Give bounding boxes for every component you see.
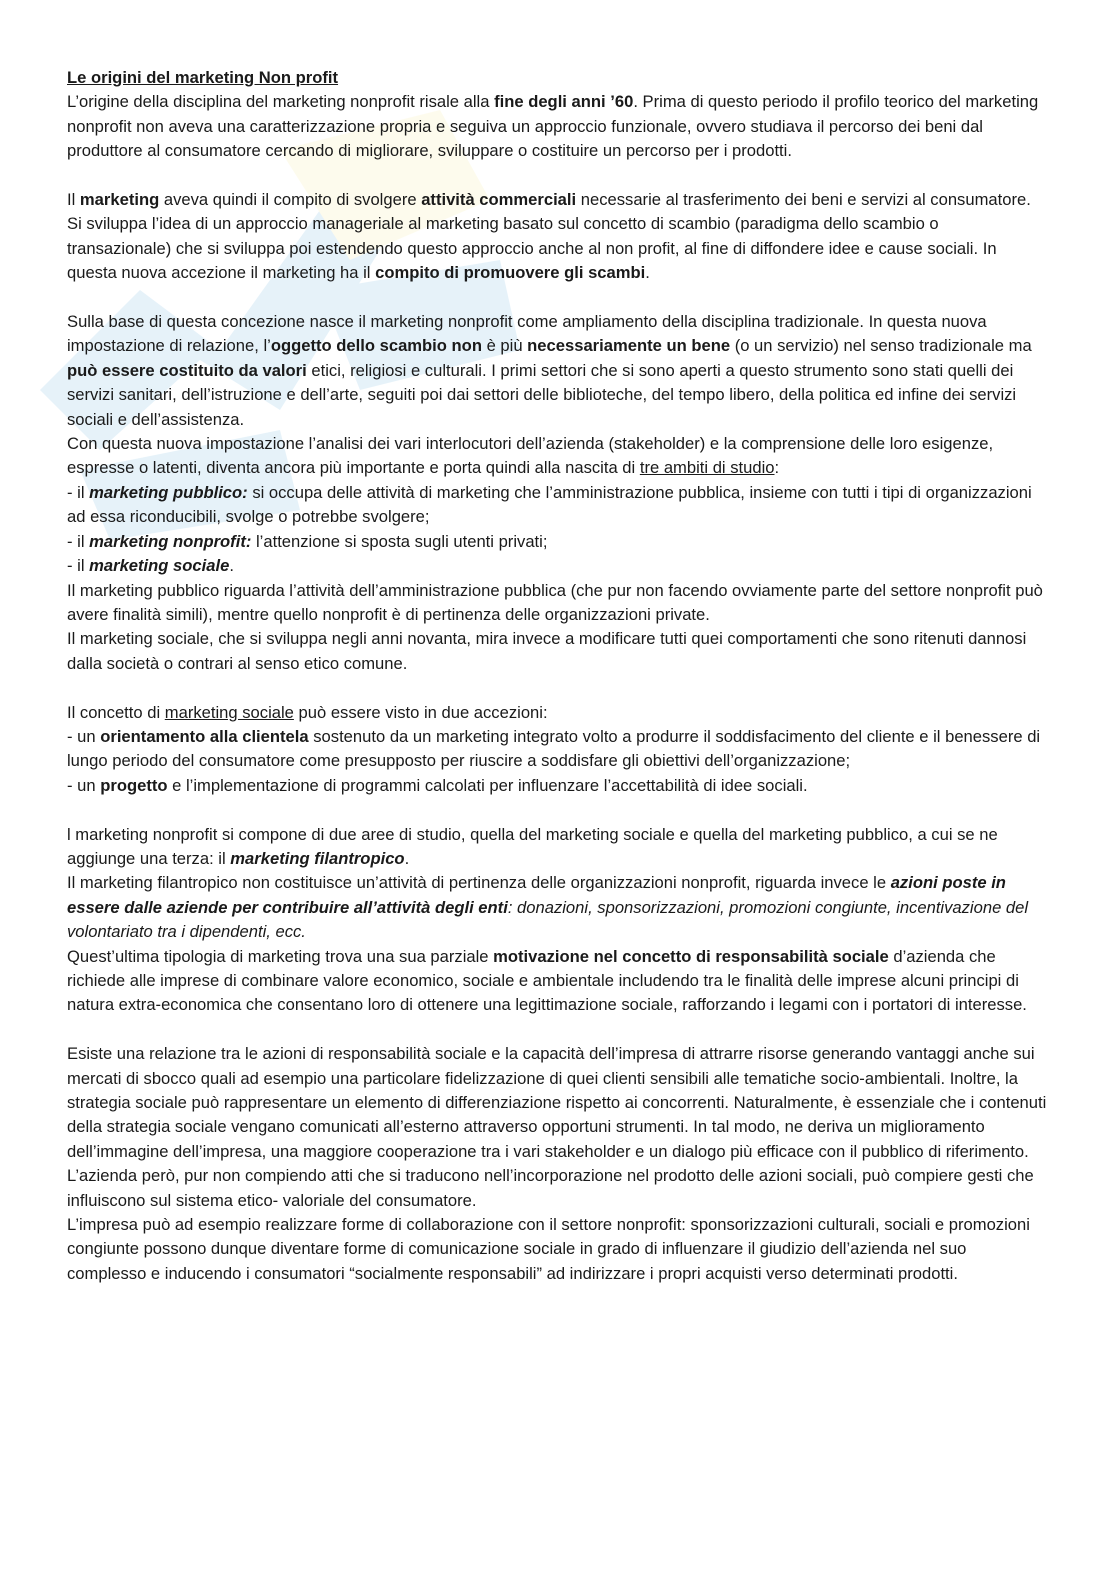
list-term: marketing pubblico: — [89, 482, 248, 502]
text-span: . — [404, 848, 410, 868]
paragraph-gap — [67, 164, 1047, 188]
document-body — [67, 66, 1047, 1286]
paragraph-gap — [67, 1018, 1047, 1042]
list-text: si occupa delle attività di marketing che l’amministrazione pubblica, insieme con tutti i tipi di organizzazioni ad essa riconducibili, svolge o potrebbe svolgere; — [67, 482, 1032, 527]
paragraph-gap — [67, 286, 1047, 310]
paragraph-study-areas — [67, 823, 1047, 872]
bold-span: può essere costituito da valori — [67, 360, 307, 380]
underlined-span: marketing sociale — [164, 702, 294, 722]
paragraph-philanthropic — [67, 871, 1047, 944]
bold-span: motivazione nel concetto di responsabilità sociale — [493, 946, 889, 966]
text-span: L’origine della disciplina del marketing nonprofit risale alla — [67, 92, 495, 112]
paragraph-social-marketing: Il marketing sociale, che si sviluppa negli anni novanta, mira invece a modificare tutti quei comportamenti che sono ritenuti dannosi dalla società o contrari al senso etico comune. — [67, 629, 1027, 673]
text-span: Il — [67, 190, 80, 210]
bold-span: compito di promuovere gli scambi — [375, 263, 646, 283]
text-span: l marketing nonprofit si compone di due aree di studio, quella del marketing sociale e quella del marketing pubblico, a cui se ne aggiunge una terza: il — [67, 824, 998, 868]
list-item — [67, 774, 1047, 798]
document-title: Le origini del marketing Non profit — [67, 68, 339, 87]
bold-span: necessariamente un bene — [527, 336, 731, 356]
text-span: Il marketing filantropico non costituisce un’attività di pertinenza delle organizzazioni nonprofit, riguarda invece le — [67, 873, 891, 893]
text-span: necessarie al trasferimento dei beni e servizi al consumatore. Si sviluppa l’idea di un approccio manageriale al marketing basato sul concetto di scambio (paradigma dello scambio o transazionale) che si sviluppa poi estendendo questo approccio anche al non profit, al fine di diffondere idee e cause sociali. In questa nuova accezione il marketing ha il — [67, 190, 1031, 283]
italic-span: : donazioni, sponsorizzazioni, promozioni congiunte, incentivazione del volontariato tra i dipendenti, ecc. — [67, 897, 1029, 942]
paragraph-gap — [67, 676, 1047, 700]
text-span: etici, religiosi e culturali. I primi settori che si sono aperti a questo strumento sono stati quelli dei servizi sanitari, dell’istruzione e dell’arte, seguiti poi dai settori delle biblioteche, del tempo libero, della politica ed infine dei servizi sociali e dell’assistenza. — [67, 360, 1017, 429]
list-item — [67, 554, 1047, 578]
list-term: orientamento alla clientela — [100, 726, 309, 746]
list-prefix: - il — [67, 556, 90, 576]
text-span: Con questa nuova impostazione l’analisi dei vari interlocutori dell’azienda (stakeholder) e la comprensione delle loro esigenze, espresse o latenti, diventa ancora più importante e porta quindi alla nascita di — [67, 434, 994, 478]
paragraph-stakeholders — [67, 432, 1047, 481]
list-prefix: - un — [67, 726, 101, 746]
text-span: aveva quindi il compito di svolgere — [159, 190, 422, 210]
list-prefix: - il — [67, 482, 90, 502]
list-prefix: - un — [67, 775, 101, 795]
paragraph-origins — [67, 90, 1047, 163]
list-text: e l’implementazione di programmi calcolati per influenzare l’accettabilità di idee sociali. — [167, 775, 808, 795]
list-text: . — [229, 556, 234, 576]
text-span: può essere visto in due accezioni: — [293, 702, 548, 722]
paragraph-marketing-role — [67, 188, 1047, 286]
text-span: d’azienda che richiede alle imprese di combinare valore economico, sociale e ambientale includendo tra le finalità delle imprese alcuni principi di natura extra-economica che consentano loro di ottenere una legittimazione sociale, rafforzando i legami con i portatori di interesse. — [67, 946, 1027, 1015]
text-span: . — [645, 263, 650, 283]
text-span: (o un servizio) nel senso tradizionale ma — [730, 336, 1032, 356]
text-span: : — [774, 458, 780, 478]
list-text: l’attenzione si sposta sugli utenti privati; — [251, 531, 548, 551]
bold-italic-span: marketing filantropico — [230, 848, 405, 868]
paragraph-responsibility — [67, 945, 1047, 1018]
list-term: marketing sociale — [89, 556, 230, 576]
list-prefix: - il — [67, 531, 90, 551]
list-term: progetto — [100, 775, 168, 795]
bold-italic-span: azioni poste in essere dalle aziende per contribuire all’attività degli enti — [67, 873, 1006, 917]
paragraph-nonprofit-birth — [67, 310, 1047, 432]
text-span: . Prima di questo periodo il profilo teorico del marketing nonprofit non aveva una caratterizzazione propria e seguiva un approccio funzionale, ovvero studiava il percorso dei beni dal produttore al consumatore cercando di migliorare, sviluppare o costituire un percorso per i prodotti. — [67, 92, 1039, 161]
list-text: sostenuto da un marketing integrato volto a produrre il soddisfacimento del cliente e il benessere di lungo periodo del consumatore come presupposto per riuscire a soddisfare gli obiettivi dell’organizzazione; — [67, 726, 1041, 771]
text-span: Il concetto di — [67, 702, 165, 722]
paragraph-collaboration: L’impresa può ad esempio realizzare forme di collaborazione con il settore nonprofit: sponsorizzazioni culturali, sociali e promozioni congiunte possono dunque diventare forme di comunicazione sociale in grado di influenzare il giudizio dell’azienda nel suo complesso e inducendo i consumatori “socialmente responsabili” ad indirizzare i propri acquisti verso determinati prodotti. — [67, 1215, 1030, 1283]
bold-span: oggetto dello scambio non — [270, 336, 482, 356]
list-term: marketing nonprofit: — [89, 531, 252, 551]
text-span: Sulla base di questa concezione nasce il marketing nonprofit come ampliamento della disciplina tradizionale. In questa nuova impostazione di relazione, l’ — [67, 312, 987, 356]
paragraph-gap — [67, 798, 1047, 822]
list-item — [67, 725, 1047, 774]
underlined-span: tre ambiti di studio — [639, 458, 775, 478]
paragraph-public-marketing: Il marketing pubblico riguarda l’attività dell’amministrazione pubblica (che pur non facendo ovviamente parte del settore nonprofit può avere finalità simili), mentre quello nonprofit è di pertinenza delle organizzazioni private. — [67, 580, 1043, 624]
list-item — [67, 530, 1047, 554]
paragraph-relation: Esiste una relazione tra le azioni di responsabilità sociale e la capacità dell’impresa di attrarre risorse generando vantaggi anche sui mercati di sbocco quali ad esempio una particolare fidelizzazione di quei clienti sensibili alle tematiche socio-ambientali. Inoltre, la strategia sociale può rappresentare un elemento di differenziazione rispetto ai concorrenti. Naturalmente, è essenziale che i contenuti della strategia sociale vengano comunicati all’esterno attraverso opportuni strumenti. In tal modo, ne deriva un miglioramento dell’immagine dell’impresa, una maggiore cooperazione tra i vari stakeholder e un dialogo più efficace con il pubblico di riferimento. — [67, 1044, 1047, 1161]
text-span: è più — [481, 336, 528, 356]
bold-span: fine degli anni ’60 — [494, 92, 634, 112]
paragraph-company-gestures: L’azienda però, pur non compiendo atti che si traducono nell’incorporazione nel prodotto delle azioni sociali, può compiere gesti che influiscono sul sistema etico- valoriale del consumatore. — [67, 1166, 1034, 1210]
list-item — [67, 481, 1047, 530]
text-span: Quest’ultima tipologia di marketing trova una sua parziale — [67, 946, 494, 966]
bold-span: marketing — [79, 190, 160, 210]
paragraph-social-concept — [67, 701, 1047, 725]
bold-span: attività commerciali — [421, 190, 577, 210]
